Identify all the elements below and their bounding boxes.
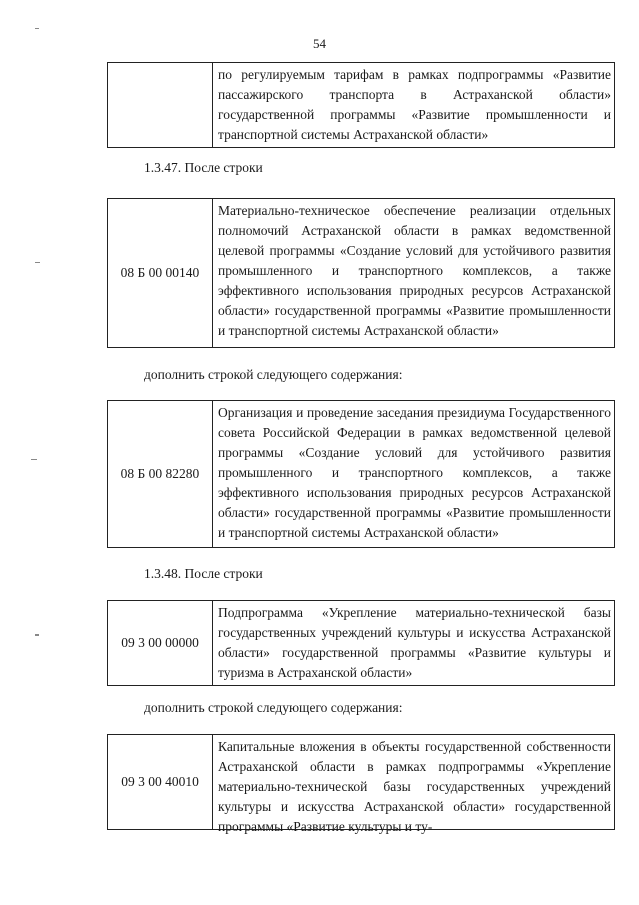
- instruction-text: дополнить строкой следующего содержания:: [144, 367, 403, 382]
- description-cell: Капитальные вложения в объекты государственной собственности Астраханской области в рамках подпрограммы «Укрепление материально-технической базы государственных учреждений культуры и искусства Астраханской области» государственной программы «Развитие культуры и ту-: [218, 739, 611, 834]
- budget-code-cell: 09 3 00 00000: [108, 601, 213, 685]
- budget-code-cell: 09 3 00 40010: [108, 735, 213, 829]
- table-row: [107, 62, 615, 148]
- section-heading: 1.3.47. После строки: [144, 160, 263, 175]
- description-cell: по регулируемым тарифам в рамках подпрограммы «Развитие пассажирского транспорта в Астраханской области» государственной программы «Развитие промышленности и транспортной системы Астраханской области»: [218, 67, 611, 142]
- description-cell: Подпрограмма «Укрепление материально-технической базы государственных учреждений культуры и искусства Астраханской области» государственной программы «Развитие культуры и туризма в Астраханской области»: [218, 605, 611, 680]
- budget-code-cell: 08 Б 00 00140: [108, 199, 213, 347]
- budget-code-cell: 08 Б 00 82280: [108, 401, 213, 547]
- section-heading: 1.3.48. После строки: [144, 566, 263, 581]
- description-cell: Организация и проведение заседания президиума Государственного совета Российской Федерации в рамках ведомственной целевой программы «Создание условий для устойчивого развития промышленного и транспортного комплексов, а также эффективного использования природных ресурсов Астраханской области» государственной программы «Развитие промышленности и транспортной системы Астраханской области»: [218, 405, 611, 540]
- description-cell: Материально-техническое обеспечение реализации отдельных полномочий Астраханской области в рамках ведомственной целевой программы «Создание условий для устойчивого развития промышленного и транспортного комплексов, а также эффективного использования природных ресурсов Астраханской области» государственной программы «Развитие промышленности и транспортной системы Астраханской области»: [218, 203, 611, 338]
- page-number: 54: [313, 36, 326, 51]
- table-row: [107, 600, 615, 686]
- budget-code-cell: [108, 63, 213, 147]
- scan-mark: [35, 634, 39, 636]
- table-row: [107, 734, 615, 834]
- table-row: [107, 400, 615, 548]
- scan-mark: [31, 459, 37, 460]
- scan-mark: [35, 28, 39, 29]
- table-row: [107, 198, 615, 348]
- scan-mark: [35, 262, 40, 263]
- instruction-text: дополнить строкой следующего содержания:: [144, 700, 403, 715]
